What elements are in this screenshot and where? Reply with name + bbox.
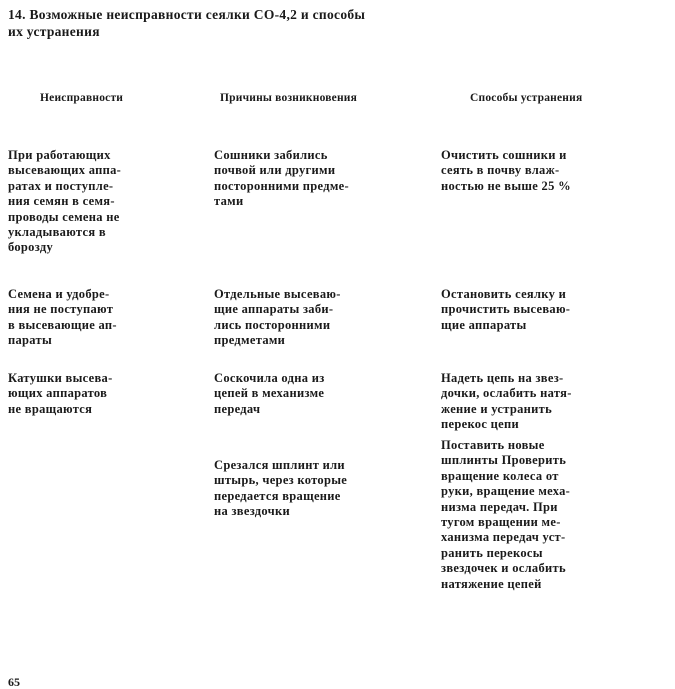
row-3-fault: Катушки высева- ющих аппаратов не вращаются: [8, 371, 113, 416]
row-4-remedy: Поставить новые шплинты Проверить вращение колеса от руки, вращение меха- низма передач. При тугом вращении ме- ханизма передач уст- ранить перекосы звездочек и ослабить натяжение цепей: [441, 438, 571, 591]
row-3-remedy: Надеть цепь на звез- дочки, ослабить натя- жение и устранить перекос цепи: [441, 371, 572, 432]
header-remedies: Способы устранения: [470, 92, 583, 104]
row-3-cause: Соскочила одна из цепей в механизме передач: [214, 371, 325, 416]
row-4-cause: Срезался шплинт или штырь, через которые передается вращение на звездочки: [214, 458, 348, 519]
page-number: 65: [8, 675, 20, 689]
header-causes: Причины возникновения: [220, 92, 358, 104]
row-2-fault: Семена и удобре- ния не поступают в высевающие ап- параты: [8, 287, 117, 348]
row-1-remedy: Очистить сошники и сеять в почву влаж- ностью не выше 25 %: [441, 148, 571, 193]
row-2-cause: Отдельные высеваю- щие аппараты заби- лись посторонними предметами: [214, 287, 341, 348]
row-1-cause: Сошники забились почвой или другими постоpонними предме- тами: [214, 148, 349, 209]
row-1-fault: При работающих высевающих аппа- ратах и поступле- ния семян в семя- проводы семена не укладываются в борозду: [8, 148, 122, 255]
header-faults: Неисправности: [40, 92, 124, 104]
row-2-remedy: Остановить сеялку и прочистить высеваю- щие аппараты: [441, 287, 571, 332]
section-title: 14. Возможные неисправности сеялки СО-4,2 и способы их устранения: [8, 7, 366, 39]
